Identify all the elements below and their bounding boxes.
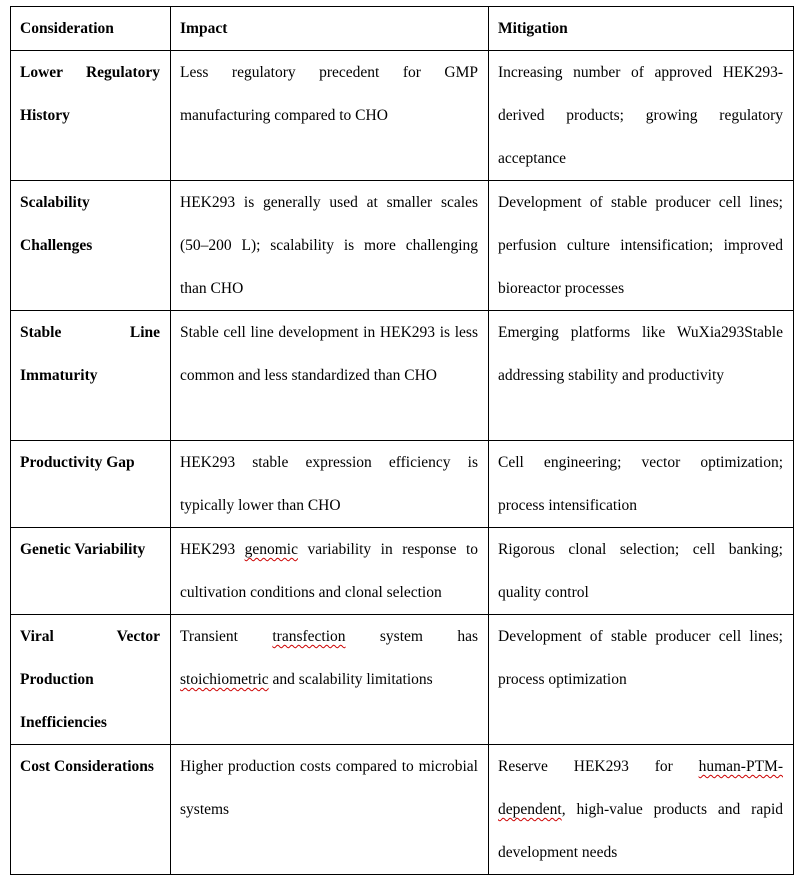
mitigation-text: , high-value products and rapid development needs [498, 801, 783, 861]
impact-cell [171, 615, 489, 745]
mitigation-cell: Emerging platforms like WuXia293Stable addressing stability and productivity [489, 311, 794, 441]
mitigation-cell: Cell engineering; vector optimization; process intensification [489, 441, 794, 528]
mitigation-cell: Rigorous clonal selection; cell banking; quality control [489, 528, 794, 615]
impact-text: Transient [180, 628, 273, 645]
mitigation-cell: Development of stable producer cell lines; process optimization [489, 615, 794, 745]
table-header-row [11, 7, 794, 51]
table-row [11, 51, 794, 181]
impact-cell: Less regulatory precedent for GMP manufacturing compared to CHO [171, 51, 489, 181]
spellcheck-word: genomic [244, 541, 298, 558]
impact-cell: Stable cell line development in HEK293 is less common and less standardized than CHO [171, 311, 489, 441]
table-row [11, 615, 794, 745]
impact-text: system has [345, 628, 478, 645]
table-row [11, 311, 794, 441]
mitigation-cell [489, 745, 794, 875]
mitigation-cell: Development of stable producer cell lines; perfusion culture intensification; improved bioreactor processes [489, 181, 794, 311]
table-row [11, 745, 794, 875]
table-row [11, 181, 794, 311]
impact-cell: HEK293 stable expression efficiency is typically lower than CHO [171, 441, 489, 528]
impact-text: variability in response to cultivation conditions and clonal selection [180, 541, 478, 601]
table-row [11, 528, 794, 615]
consideration-cell: Lower Regulatory History [11, 51, 171, 181]
spellcheck-word: stoichiometric [180, 671, 269, 688]
header-impact: Impact [171, 7, 489, 51]
impact-cell: HEK293 is generally used at smaller scales (50–200 L); scalability is more challenging than CHO [171, 181, 489, 311]
impact-cell: Higher production costs compared to microbial systems [171, 745, 489, 875]
consideration-cell: Scalability Challenges [11, 181, 171, 311]
consideration-cell: Stable Line Immaturity [11, 311, 171, 441]
mitigation-cell: Increasing number of approved HEK293-derived products; growing regulatory acceptance [489, 51, 794, 181]
header-consideration: Consideration [11, 7, 171, 51]
spellcheck-word: human-PTM-dependent [498, 758, 783, 818]
consideration-cell: Cost Considerations [11, 745, 171, 875]
consideration-cell: Viral Vector Production Inefficiencies [11, 615, 171, 745]
table-row [11, 441, 794, 528]
impact-text: and scalability limitations [268, 671, 433, 688]
consideration-cell: Productivity Gap [11, 441, 171, 528]
considerations-table [10, 6, 794, 875]
impact-cell [171, 528, 489, 615]
impact-text: HEK293 [180, 541, 245, 558]
header-mitigation: Mitigation [489, 7, 794, 51]
mitigation-text: Reserve HEK293 for [498, 758, 699, 775]
consideration-cell: Genetic Variability [11, 528, 171, 615]
spellcheck-word: transfection [272, 628, 346, 645]
